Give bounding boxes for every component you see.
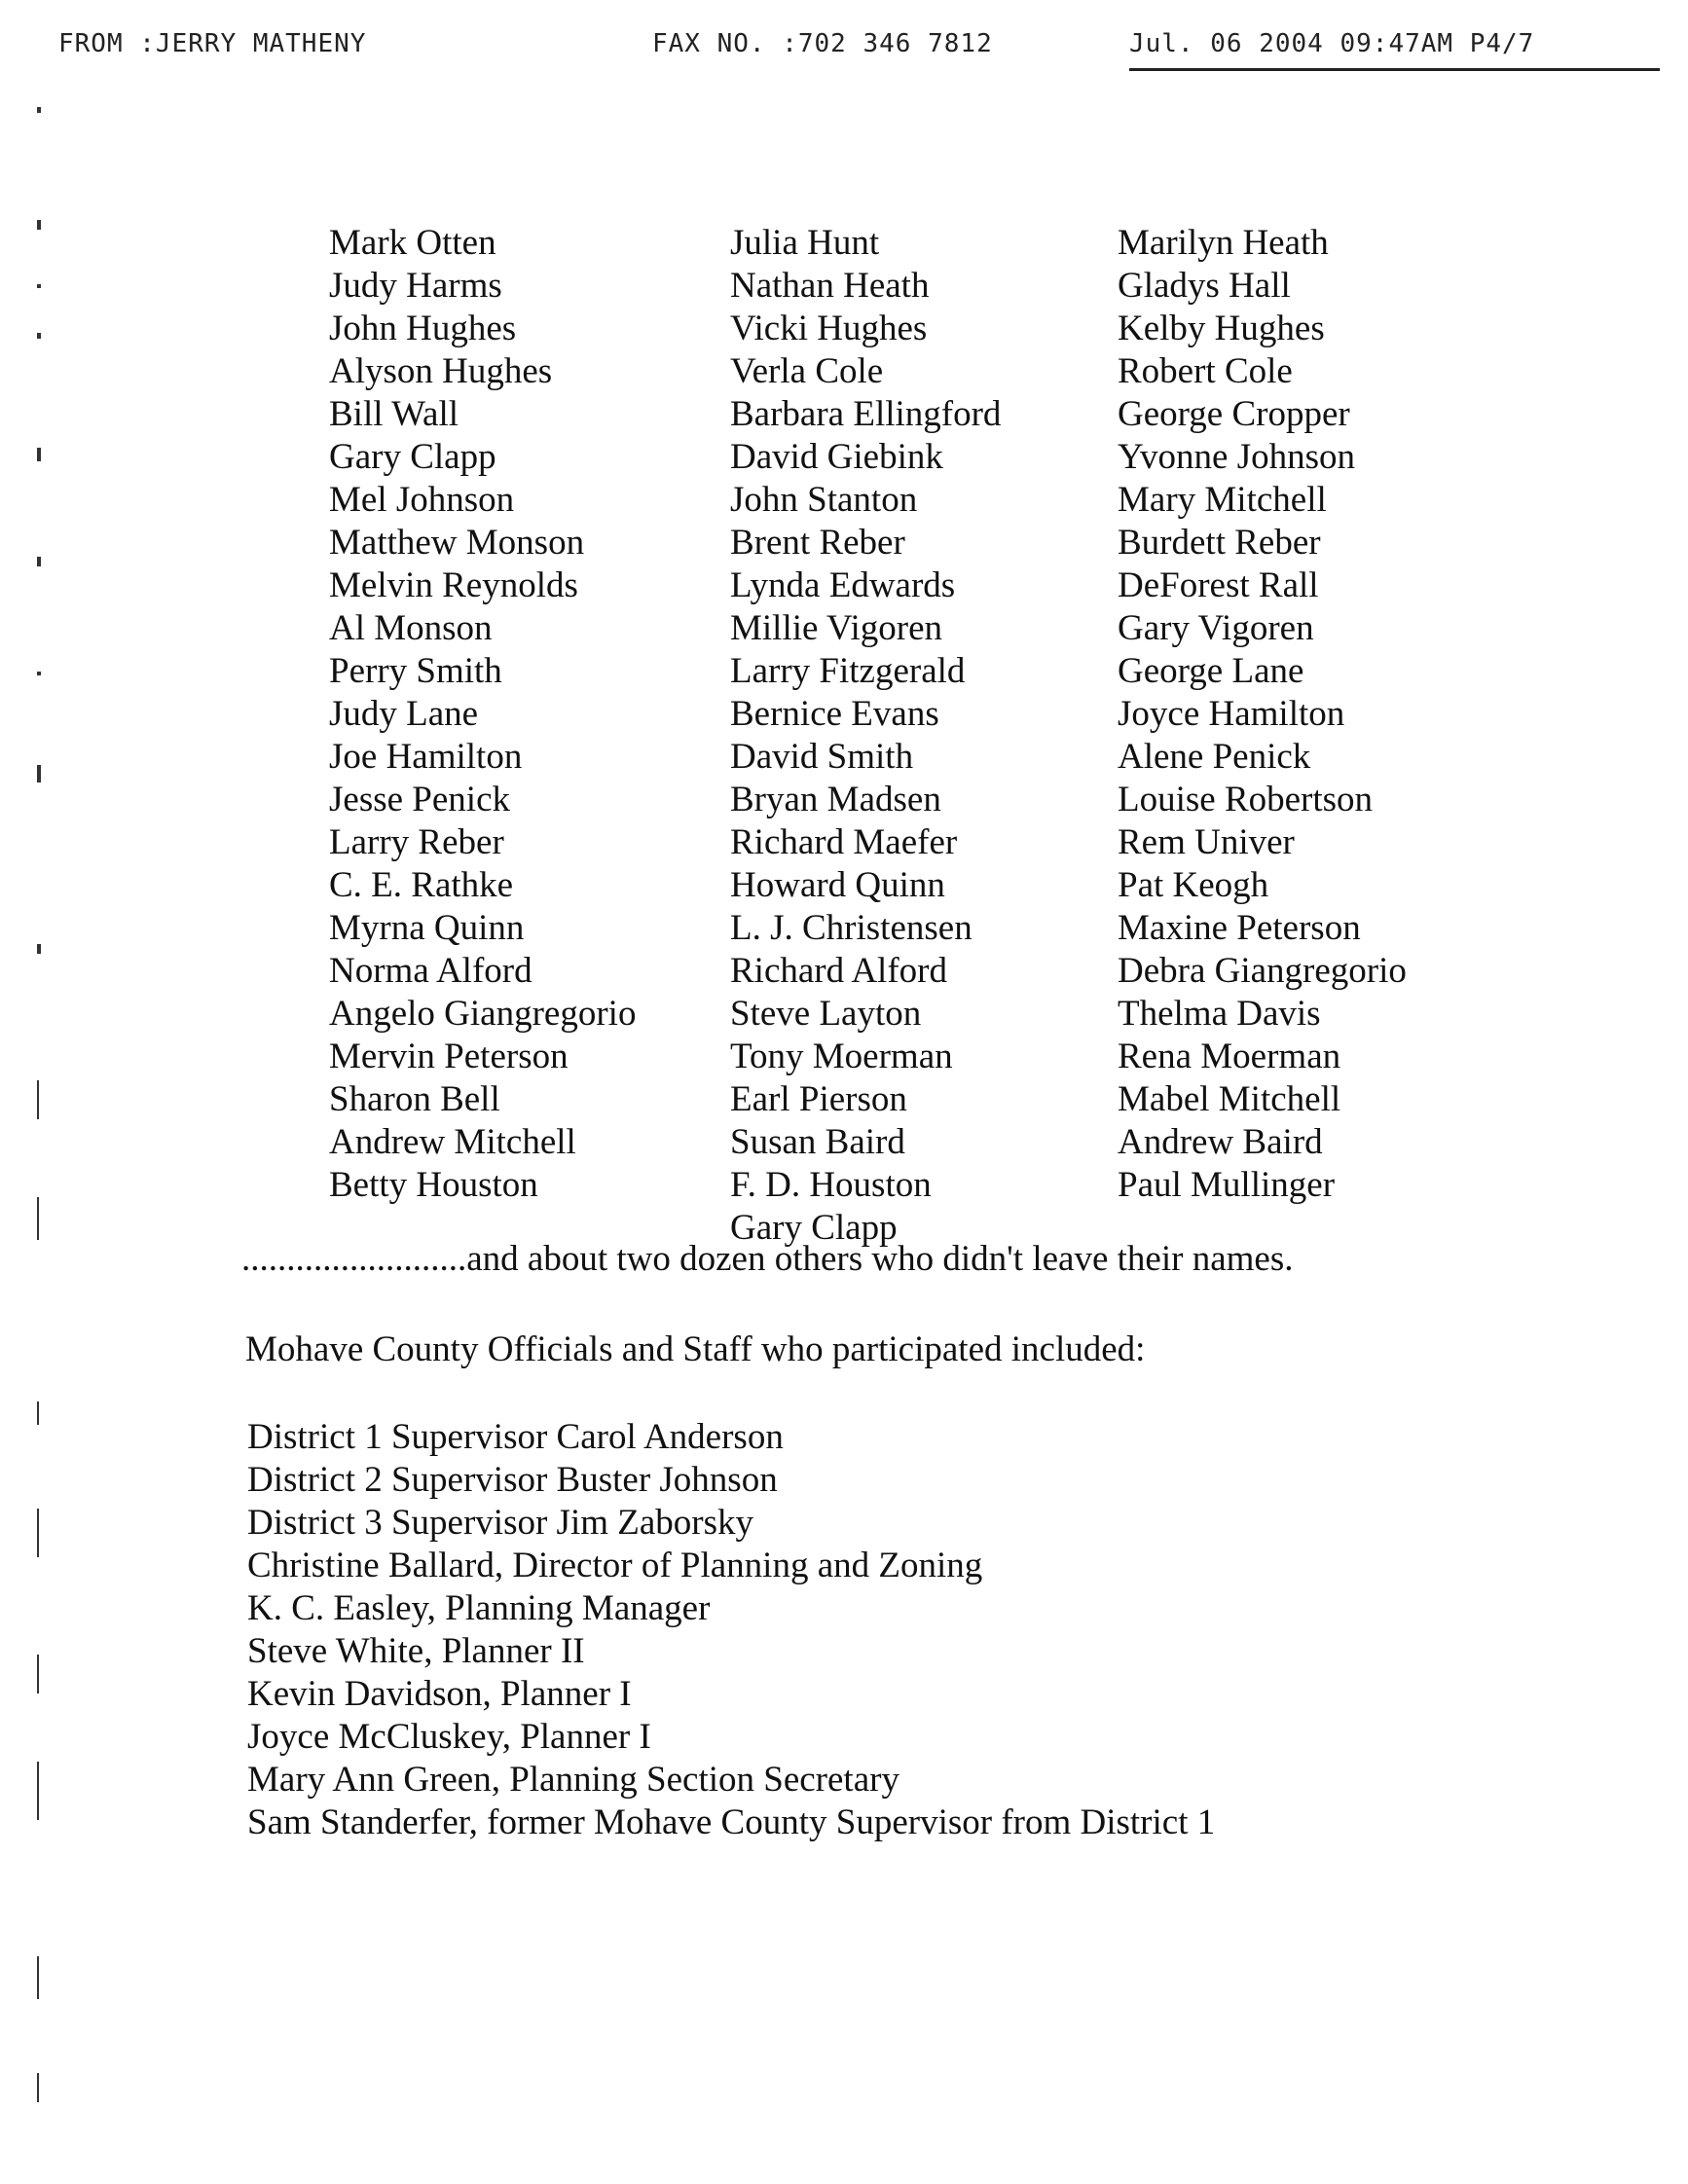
participant-name: Yvonne Johnson	[1118, 437, 1355, 477]
participant-name: Sharon Bell	[329, 1079, 500, 1119]
official-entry: Sam Standerfer, former Mohave County Supervisor from District 1	[247, 1802, 1216, 1842]
participant-name: Vicki Hughes	[730, 309, 928, 348]
participant-name: Alyson Hughes	[329, 351, 553, 391]
participant-name: Mervin Peterson	[329, 1037, 569, 1076]
fax-header	[58, 29, 1655, 78]
participant-name: Verla Cole	[730, 351, 884, 391]
participant-name: Alene Penick	[1118, 737, 1311, 777]
fax-sender: FROM :JERRY MATHENY	[58, 29, 367, 58]
participant-name: Andrew Mitchell	[329, 1122, 576, 1162]
participant-name: Andrew Baird	[1118, 1122, 1323, 1162]
participant-name: George Lane	[1118, 651, 1304, 691]
participant-name: Larry Fitzgerald	[730, 651, 966, 691]
participant-name: Judy Harms	[329, 266, 502, 306]
participant-name: C. E. Rathke	[329, 865, 514, 905]
official-entry: Christine Ballard, Director of Planning and Zoning	[247, 1546, 983, 1585]
participant-name: Angelo Giangregorio	[329, 994, 637, 1034]
participant-name: Gary Vigoren	[1118, 608, 1314, 648]
participant-name: Bernice Evans	[730, 694, 939, 734]
participant-name: Melvin Reynolds	[329, 565, 578, 605]
participant-name: Steve Layton	[730, 994, 922, 1034]
official-entry: District 1 Supervisor Carol Anderson	[247, 1417, 784, 1457]
participant-name: Jesse Penick	[329, 780, 510, 819]
official-entry: K. C. Easley, Planning Manager	[247, 1588, 711, 1628]
left-margin-scan-marks	[37, 107, 56, 2102]
participant-name: Maxine Peterson	[1118, 908, 1361, 948]
participant-name: Susan Baird	[730, 1122, 905, 1162]
others-note: .........................and about two dozen others who didn't leave their names.	[241, 1239, 1294, 1279]
participant-name: Pat Keogh	[1118, 865, 1269, 905]
participant-name: Bill Wall	[329, 394, 459, 434]
participant-name: Betty Houston	[329, 1165, 538, 1205]
participant-name: Richard Maefer	[730, 822, 958, 862]
official-entry: Kevin Davidson, Planner I	[247, 1674, 632, 1714]
participant-name: Mabel Mitchell	[1118, 1079, 1341, 1119]
participant-name: DeForest Rall	[1118, 565, 1319, 605]
participant-name: Gladys Hall	[1118, 266, 1291, 306]
participant-name: David Giebink	[730, 437, 943, 477]
participant-name: Tony Moerman	[730, 1037, 953, 1076]
participant-name: Myrna Quinn	[329, 908, 525, 948]
participant-name: Bryan Madsen	[730, 780, 941, 819]
participant-name: Judy Lane	[329, 694, 479, 734]
participant-name: F. D. Houston	[730, 1165, 932, 1205]
names-column-2	[730, 222, 1001, 1250]
names-column-1	[329, 222, 636, 1207]
official-entry: Joyce McCluskey, Planner I	[247, 1717, 651, 1757]
participant-name: George Cropper	[1118, 394, 1350, 434]
official-entry: Mary Ann Green, Planning Section Secretary	[247, 1760, 899, 1800]
participant-name: Joe Hamilton	[329, 737, 523, 777]
participant-name: Rena Moerman	[1118, 1037, 1341, 1076]
participant-name: Kelby Hughes	[1118, 309, 1325, 348]
participant-name: Marilyn Heath	[1118, 223, 1329, 263]
participant-name: Al Monson	[329, 608, 493, 648]
official-entry: Steve White, Planner II	[247, 1631, 585, 1671]
participant-name: John Stanton	[730, 480, 918, 520]
fax-number: FAX NO. :702 346 7812	[652, 29, 993, 58]
participant-name: Larry Reber	[329, 822, 504, 862]
participant-name: L. J. Christensen	[730, 908, 972, 948]
participant-name: Matthew Monson	[329, 523, 585, 563]
participant-name: Gary Clapp	[329, 437, 496, 477]
participant-name: Burdett Reber	[1118, 523, 1321, 563]
fax-date-page: Jul. 06 2004 09:47AM P4/7	[1129, 29, 1535, 58]
participant-name: Thelma Davis	[1118, 994, 1321, 1034]
participant-name: Earl Pierson	[730, 1079, 907, 1119]
participant-name: Julia Hunt	[730, 223, 880, 263]
participant-name: Millie Vigoren	[730, 608, 943, 648]
participant-name: Debra Giangregorio	[1118, 951, 1407, 991]
participant-name: Richard Alford	[730, 951, 947, 991]
participant-name: Nathan Heath	[730, 266, 930, 306]
names-column-3	[1118, 222, 1407, 1207]
official-entry: District 3 Supervisor Jim Zaborsky	[247, 1503, 754, 1543]
participant-name: Mary Mitchell	[1118, 480, 1327, 520]
participant-name: Norma Alford	[329, 951, 532, 991]
participant-name: Barbara Ellingford	[730, 394, 1002, 434]
participant-name: Joyce Hamilton	[1118, 694, 1345, 734]
official-entry: District 2 Supervisor Buster Johnson	[247, 1460, 778, 1500]
participant-name: Robert Cole	[1118, 351, 1293, 391]
participant-name: Louise Robertson	[1118, 780, 1374, 819]
participant-name: Howard Quinn	[730, 865, 945, 905]
participant-name: Brent Reber	[730, 523, 905, 563]
participant-name: Paul Mullinger	[1118, 1165, 1336, 1205]
participant-name: Gary Clapp	[730, 1208, 898, 1248]
participant-name: Mark Otten	[329, 223, 496, 263]
participant-name: Mel Johnson	[329, 480, 515, 520]
participant-name: Perry Smith	[329, 651, 502, 691]
participant-name: Rem Univer	[1118, 822, 1295, 862]
participant-name: David Smith	[730, 737, 914, 777]
officials-list	[247, 1416, 1215, 1844]
participant-name: Lynda Edwards	[730, 565, 956, 605]
officials-heading: Mohave County Officials and Staff who participated included:	[245, 1329, 1146, 1369]
header-rule	[1129, 68, 1660, 71]
participant-name: John Hughes	[329, 309, 517, 348]
